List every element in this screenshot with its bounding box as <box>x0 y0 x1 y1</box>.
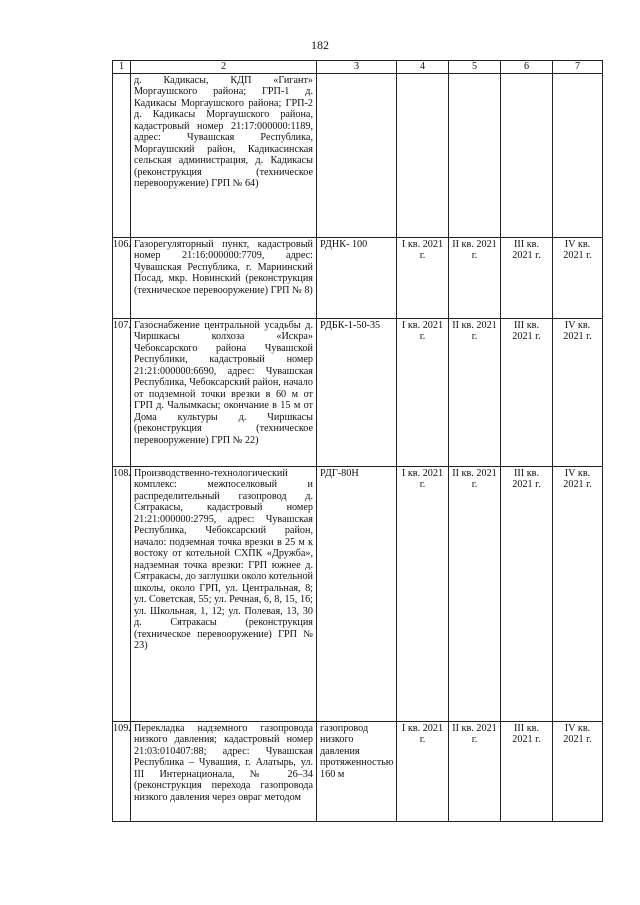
row-number: 109. <box>113 721 131 821</box>
row-quarter-4: IV кв. 2021 г. <box>553 318 603 466</box>
row-equipment-type: РДБК-1-50-35 <box>317 318 397 466</box>
row-quarter-1: I кв. 2021 г. <box>397 318 449 466</box>
table-row <box>113 466 603 721</box>
column-header: 5 <box>449 61 501 74</box>
row-equipment-type: РДНК- 100 <box>317 237 397 318</box>
row-description: Газорегуляторный пункт, кадастровый номер 21:16:000000:7709, адрес: Чувашская Республика, г. Мариинский Посад, мкр. Новинский (реконструкция (техническое перевооружение) ГРП № 8) <box>131 237 317 318</box>
column-header: 7 <box>553 61 603 74</box>
row-description: Газоснабжение центральной усадьбы д. Чиршкасы колхоза «Искра» Чебоксарского района Чувашской Республики, кадастровый номер 21:21:000000:6690, адрес: Чувашская Республика, Чебоксарский район, начало от подземной точки врезки в 60 м от ГРП д. Чалымкасы; окончание в 15 м от Дома культуры д. Чиршкасы (реконструкция (техническое перевооружение) ГРП № 22) <box>131 318 317 466</box>
row-quarter-1: I кв. 2021 г. <box>397 721 449 821</box>
table-row <box>113 73 603 237</box>
row-description: Производственно-технологический комплекс: межпоселковый и распределительный газопровод д. Сятракасы, кадастровый номер 21:21:000000:2795, адрес: Чувашская Республика, Чебоксарский район, начало: подземная точка врезки в 25 м к востоку от котельной СХПК «Дружба», надземная точка врезки: ГРП южнее д. Сятракасы, до заглушки около котельной школы, около ГРП, ул. Центральная, 8; ул. Советская, 55; ул. Речная, 6, 8, 15, 16; ул. Школьная, 1, 12; ул. Полевая, 13, 30 д. Сятракасы (реконструкция (техническое перевооружение) ГРП № 23) <box>131 466 317 721</box>
row-quarter-2 <box>449 73 501 237</box>
column-header: 2 <box>131 61 317 74</box>
row-quarter-1: I кв. 2021 г. <box>397 466 449 721</box>
row-quarter-4: IV кв. 2021 г. <box>553 721 603 821</box>
row-description: Перекладка надземного газопровода низкого давления; кадастровый номер 21:03:010407:88; адрес: Чувашская Республика – Чувашия, г. Алатырь, ул. III Интернационала, № 26–34 (реконструкция перехода газопровода низкого давления через овраг методом <box>131 721 317 821</box>
row-quarter-3: III кв. 2021 г. <box>501 318 553 466</box>
row-quarter-3: III кв. 2021 г. <box>501 721 553 821</box>
row-quarter-3: III кв. 2021 г. <box>501 237 553 318</box>
column-header: 3 <box>317 61 397 74</box>
row-equipment-type: РДГ-80Н <box>317 466 397 721</box>
table-row <box>113 721 603 821</box>
row-number: 106. <box>113 237 131 318</box>
row-quarter-2: II кв. 2021 г. <box>449 721 501 821</box>
row-description: д. Кадикасы, КДП «Гигант» Моргаушского района; ГРП-1 д. Кадикасы Моргаушского района; ГРП-2 д. Кадикасы Моргаушского района, кадастровый номер 21:17:000000:1189, адрес: Чувашская Республика, Моргаушский район, Кадикасинская сельская администрация, д. Кадикасы (реконструкция (техническое перевооружение) ГРП № 64) <box>131 73 317 237</box>
row-quarter-3: III кв. 2021 г. <box>501 466 553 721</box>
row-equipment-type: газопровод низкого давления протяженностью 160 м <box>317 721 397 821</box>
row-equipment-type <box>317 73 397 237</box>
row-quarter-2: II кв. 2021 г. <box>449 237 501 318</box>
row-quarter-2: II кв. 2021 г. <box>449 318 501 466</box>
row-quarter-4: IV кв. 2021 г. <box>553 237 603 318</box>
column-number-header-row <box>113 61 603 74</box>
page-number: 182 <box>311 38 329 52</box>
column-header: 4 <box>397 61 449 74</box>
column-header: 1 <box>113 61 131 74</box>
row-quarter-3 <box>501 73 553 237</box>
row-quarter-4: IV кв. 2021 г. <box>553 466 603 721</box>
row-quarter-1 <box>397 73 449 237</box>
row-number: 108. <box>113 466 131 721</box>
column-header: 6 <box>501 61 553 74</box>
row-number: 107. <box>113 318 131 466</box>
table-row <box>113 318 603 466</box>
gas-facilities-table <box>112 60 603 822</box>
table-row <box>113 237 603 318</box>
row-quarter-4 <box>553 73 603 237</box>
row-quarter-2: II кв. 2021 г. <box>449 466 501 721</box>
row-number <box>113 73 131 237</box>
row-quarter-1: I кв. 2021 г. <box>397 237 449 318</box>
